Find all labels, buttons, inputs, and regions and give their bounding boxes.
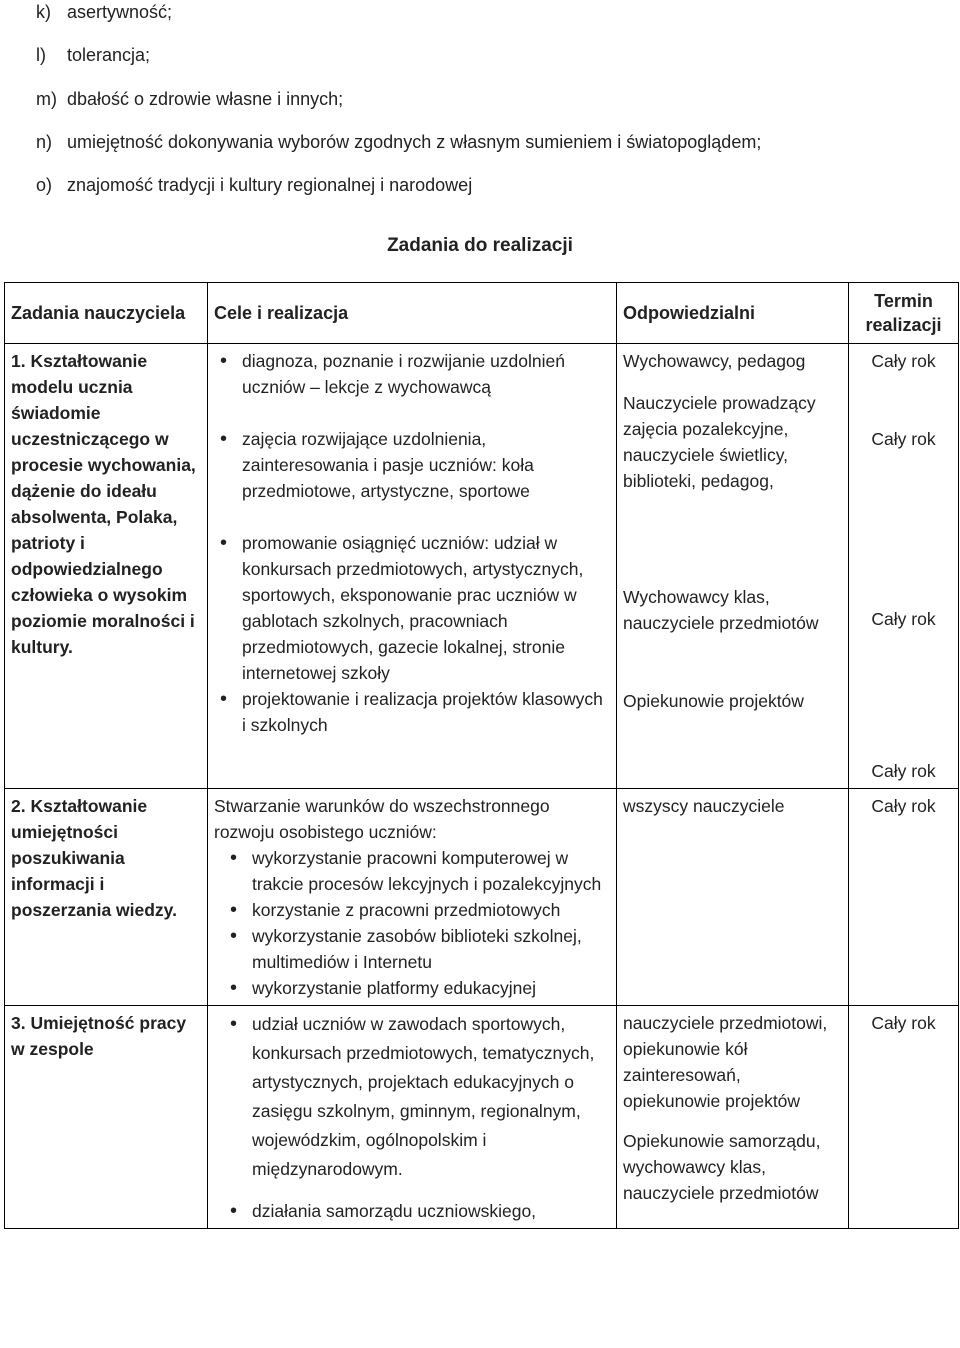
goal-item: • diagnoza, poznanie i rozwijanie uzdolnień uczniów – lekcje z wychowawcą [214, 348, 610, 400]
goals-cell [208, 1006, 617, 1229]
goal-item: • promowanie osiągnięć uczniów: udział w konkursach przedmiotowych, artystycznych, sportowych, eksponowanie prac uczniów w gablotach szkolnych, pracowniach przedmiotowych, gazecie lokalnej, stronie internetowej szkoły [214, 530, 610, 686]
term-cell: Cały rok [849, 789, 959, 1006]
header-goals: Cele i realizacja [208, 283, 617, 344]
goal-item: • działania samorządu uczniowskiego, [224, 1198, 610, 1224]
task-cell: 2. Kształtowanie umiejętności poszukiwania informacji i poszerzania wiedzy. [5, 789, 208, 1006]
goals-cell [208, 344, 617, 789]
responsible-item: Opiekunowie projektów [623, 691, 804, 711]
responsible-item: Nauczyciele prowadzący zajęcia pozalekcyjne, nauczyciele świetlicy, biblioteki, pedagog, [623, 393, 816, 491]
responsible-item: nauczyciele przedmiotowi, opiekunowie kół zainteresowań, opiekunowie projektów [623, 1013, 828, 1111]
table-row [5, 344, 959, 789]
task-cell: 3. Umiejętność pracy w zespole [5, 1006, 208, 1229]
goal-item: • zajęcia rozwijające uzdolnienia, zainteresowania i pasje uczniów: koła przedmiotowe, artystyczne, sportowe [214, 426, 610, 504]
responsible-cell: wszyscy nauczyciele [617, 789, 849, 1006]
list-item: o) znajomość tradycji i kultury regionalnej i narodowej [36, 175, 473, 195]
goal-item: • wykorzystanie zasobów biblioteki szkolnej, multimediów i Internetu [224, 923, 610, 975]
goal-item: • wykorzystanie platformy edukacyjnej [224, 975, 610, 1001]
goals-intro: Stwarzanie warunków do wszechstronnego rozwoju osobistego uczniów: [214, 796, 550, 842]
term-item: Cały rok [871, 609, 936, 629]
term-item: Cały rok [871, 351, 936, 371]
goals-cell [208, 789, 617, 1006]
list-item: l) tolerancja; [36, 45, 151, 65]
table-row [5, 1006, 959, 1229]
tasks-table [4, 282, 959, 1229]
responsible-cell [617, 1006, 849, 1229]
goal-item: • projektowanie i realizacja projektów klasowych i szkolnych [214, 686, 610, 738]
list-item: k) asertywność; [36, 2, 173, 22]
list-item: m) dbałość o zdrowie własne i innych; [36, 89, 344, 109]
term-cell: Cały rok [849, 1006, 959, 1229]
term-cell [849, 344, 959, 789]
section-title: Zadania do realizacji [387, 235, 573, 256]
table-header-row [5, 283, 959, 344]
responsible-item: Opiekunowie samorządu, wychowawcy klas, nauczyciele przedmiotów [623, 1131, 821, 1203]
responsible-item: Wychowawcy klas, nauczyciele przedmiotów [623, 587, 819, 633]
header-term: Termin realizacji [849, 283, 959, 344]
term-item: Cały rok [871, 761, 936, 781]
header-responsible: Odpowiedzialni [617, 283, 849, 344]
responsible-item: Wychowawcy, pedagog [623, 351, 806, 371]
responsible-cell [617, 344, 849, 789]
task-cell: 1. Kształtowanie modelu ucznia świadomie uczestniczącego w procesie wychowania, dążenie do ideału absolwenta, Polaka, patrioty i odpowiedzialnego człowieka o wysokim poziomie moralności i kultury. [5, 344, 208, 789]
list-item: n) umiejętność dokonywania wyborów zgodnych z własnym sumieniem i światopoglądem; [36, 132, 762, 152]
header-tasks: Zadania nauczyciela [5, 283, 208, 344]
term-item: Cały rok [871, 429, 936, 449]
goal-item: • korzystanie z pracowni przedmiotowych [224, 897, 610, 923]
table-row [5, 789, 959, 1006]
goal-item: • udział uczniów w zawodach sportowych, konkursach przedmiotowych, tematycznych, artystycznych, projektach edukacyjnych o zasięgu szkolnym, gminnym, regionalnym, wojewódzkim, ogólnopolskim i międzynarodowym. [224, 1010, 610, 1184]
goal-item: • wykorzystanie pracowni komputerowej w trakcie procesów lekcyjnych i pozalekcyjnych [224, 845, 610, 897]
